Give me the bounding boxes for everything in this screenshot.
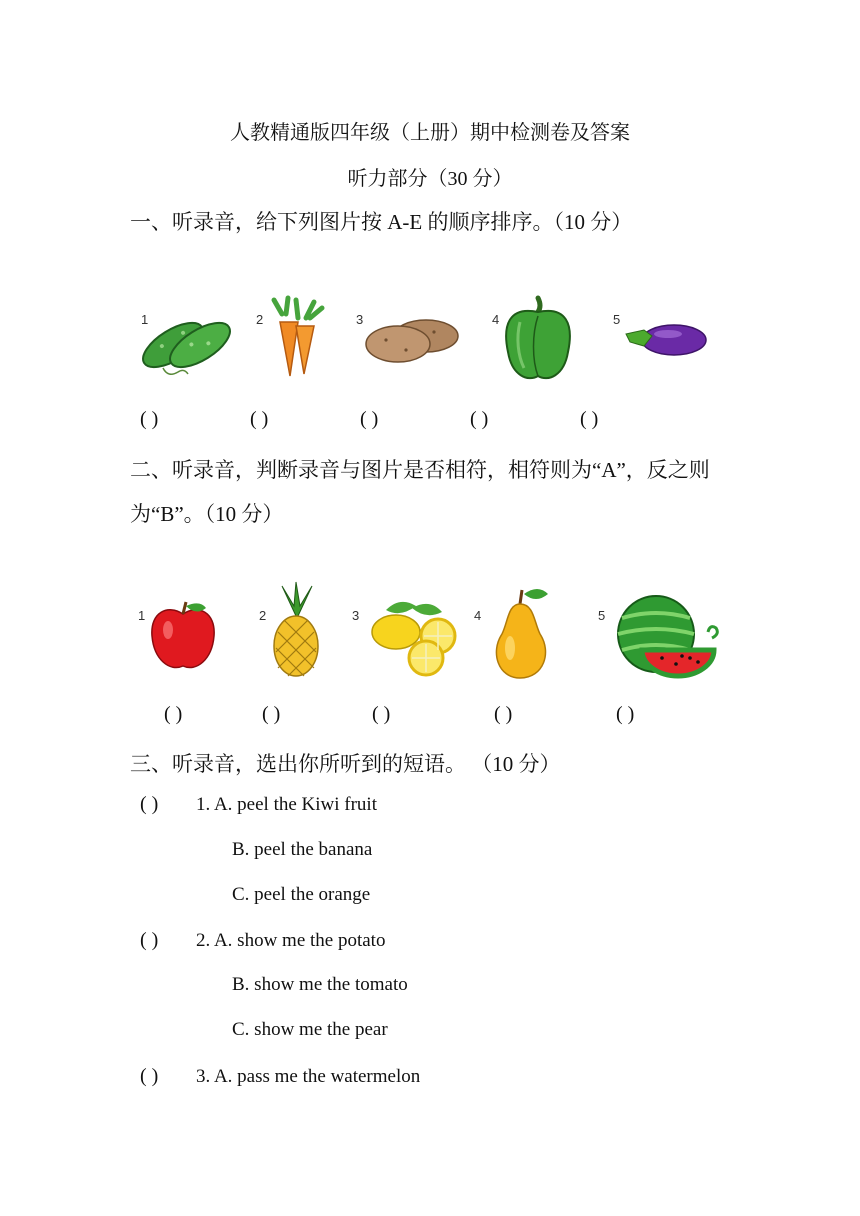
pear-icon bbox=[488, 586, 558, 680]
question-1-option-b: B. peel the banana bbox=[232, 839, 373, 860]
apple-icon bbox=[148, 600, 218, 674]
question-2-option-b: B. show me the tomato bbox=[232, 974, 408, 995]
picture-number: 4 bbox=[492, 312, 500, 327]
section2-heading-line1: 二、听录音，判断录音与图片是否相符，相符则为“A”，反之则 bbox=[130, 458, 710, 482]
picture-number: 1 bbox=[141, 312, 149, 327]
carrot-icon bbox=[268, 296, 326, 380]
cucumber-icon bbox=[138, 300, 234, 380]
picture-number: 3 bbox=[356, 312, 364, 327]
answer-blank[interactable]: ( ) bbox=[164, 703, 183, 725]
picture-number: 4 bbox=[474, 608, 482, 623]
section3-heading: 三、听录音，选出你所听到的短语。 （10 分） bbox=[130, 752, 561, 776]
answer-blank[interactable]: ( ) bbox=[140, 1065, 159, 1087]
green-pepper-icon bbox=[500, 294, 576, 384]
picture-number: 3 bbox=[352, 608, 360, 623]
answer-blank[interactable]: ( ) bbox=[470, 408, 489, 430]
document-title: 人教精通版四年级（上册）期中检测卷及答案 bbox=[230, 122, 630, 144]
answer-blank[interactable]: ( ) bbox=[494, 703, 513, 725]
question-3-option-a: 3. A. pass me the watermelon bbox=[196, 1066, 421, 1087]
question-2-option-a: 2. A. show me the potato bbox=[196, 930, 386, 951]
section2-heading-line2: 为“B”。（10 分） bbox=[130, 502, 284, 526]
answer-blank[interactable]: ( ) bbox=[250, 408, 269, 430]
question-1-option-a: 1. A. peel the Kiwi fruit bbox=[196, 794, 377, 815]
answer-blank[interactable]: ( ) bbox=[262, 703, 281, 725]
pineapple-icon bbox=[268, 582, 324, 678]
answer-blank[interactable]: ( ) bbox=[360, 408, 379, 430]
picture-number: 1 bbox=[138, 608, 146, 623]
section1-heading: 一、听录音，给下列图片按 A-E 的顺序排序。（10 分） bbox=[130, 210, 633, 234]
picture-number: 5 bbox=[598, 608, 606, 623]
eggplant-icon bbox=[622, 320, 708, 360]
picture-number: 2 bbox=[256, 312, 264, 327]
lemon-icon bbox=[366, 598, 462, 678]
question-1-option-c: C. peel the orange bbox=[232, 884, 371, 905]
document-subtitle: 听力部分（30 分） bbox=[347, 168, 513, 190]
picture-number: 2 bbox=[259, 608, 267, 623]
answer-blank[interactable]: ( ) bbox=[372, 703, 391, 725]
watermelon-icon bbox=[612, 594, 722, 682]
answer-blank[interactable]: ( ) bbox=[616, 703, 635, 725]
answer-blank[interactable]: ( ) bbox=[140, 929, 159, 951]
answer-blank[interactable]: ( ) bbox=[140, 408, 159, 430]
answer-blank[interactable]: ( ) bbox=[140, 793, 159, 815]
question-2-option-c: C. show me the pear bbox=[232, 1019, 388, 1040]
picture-number: 5 bbox=[613, 312, 621, 327]
answer-blank[interactable]: ( ) bbox=[580, 408, 599, 430]
potato-icon bbox=[364, 316, 462, 366]
